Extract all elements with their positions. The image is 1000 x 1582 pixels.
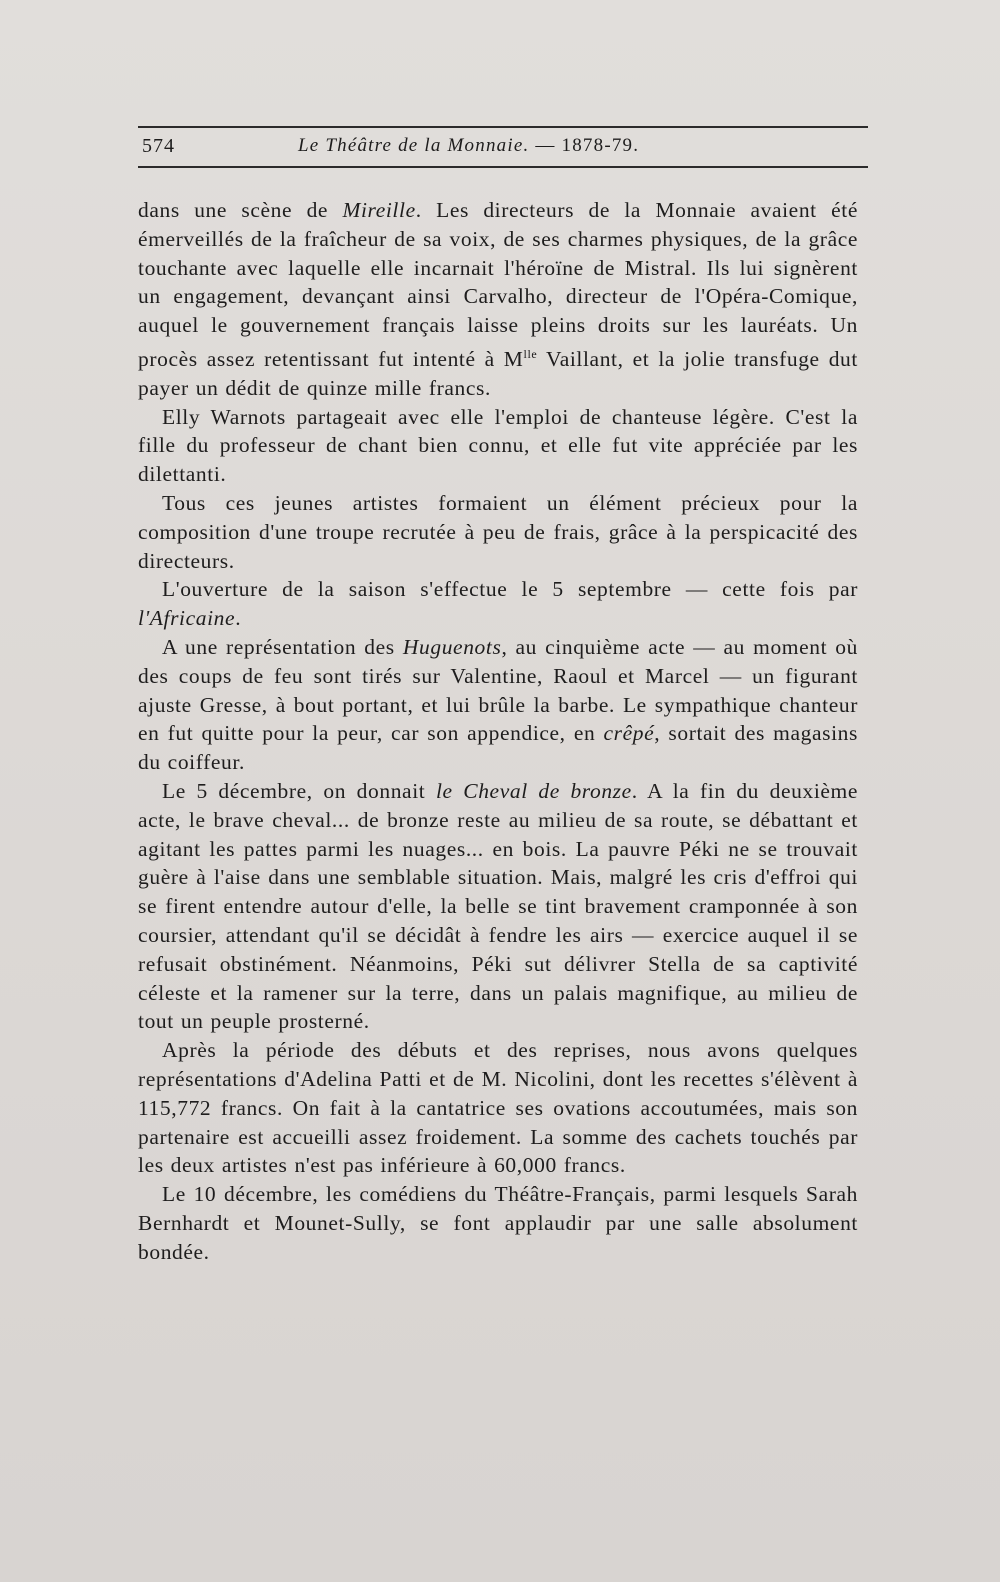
- running-title-year: 1878-79.: [561, 135, 640, 156]
- running-title: [298, 135, 639, 157]
- italic-term: crêpé: [603, 721, 655, 746]
- paragraph: [138, 575, 858, 633]
- text-run: , au cinquième acte — au moment où des coups de feu sont tirés sur Valentine, Raoul et Marcel — un figurant ajuste Gresse, à bout portant, et lui brûle la barbe. Le sympathique chanteur en fut quitte pour la peur, car son appendice, en: [138, 634, 858, 746]
- running-title-separator: —: [535, 135, 556, 156]
- paragraph: Le 10 décembre, les comédiens du Théâtre-Français, parmi lesquels Sarah Bernhardt et Mounet-Sully, se font applaudir par une salle absolument bondée.: [138, 1182, 858, 1264]
- paragraph: Tous ces jeunes artistes formaient un élément précieux pour la composition d'une troupe recrutée à peu de frais, grâce à la perspicacité des directeurs.: [138, 490, 858, 573]
- running-header: [138, 126, 868, 168]
- text-run: .: [235, 606, 242, 631]
- text-run: . Les directeurs de la Monnaie avaient été émerveillés de la fraîcheur de sa voix, de ses charmes physiques, de la grâce touchante avec laquelle elle incarnait l'héroïne de Mistral. Ils lui signèrent un engagement, devançant ainsi Carvalho, directeur de l'Opéra-Comique, auquel le gouvernement français laisse pleins droits sur les lauréats. Un procès assez retentissant fut intenté à M: [138, 198, 858, 371]
- paragraph: [138, 196, 858, 403]
- text-run: A une représentation des: [162, 634, 403, 659]
- opera-title: l'Africaine: [138, 606, 236, 631]
- text-run: L'ouverture de la saison s'effectue le 5 septembre — cette fois par: [162, 577, 858, 602]
- text-run: Le 5 décembre, on donnait: [162, 778, 436, 803]
- text-run: . A la fin du deuxième acte, le brave cheval... de bronze reste au milieu de sa route, se débattant et agitant les pattes parmi les nuages... en bois. La pauvre Péki ne se trouvait guère à l'aise dans une semblable situation. Mais, malgré les cris d'effroi qui se firent entendre autour d'elle, la belle se tint bravement cramponnée à son coursier, attendant qu'il se décidât à fendre les airs — exercice auquel il se refusait obstinément. Néanmoins, Péki sut délivrer Stella de sa captivité céleste et la ramener sur la terre, dans un palais magnifique, au milieu de tout un peuple prosterné.: [138, 778, 858, 1034]
- paragraph: [138, 777, 858, 1036]
- paragraph: [138, 633, 858, 777]
- opera-title: le Cheval de bronze: [435, 778, 632, 803]
- paragraph: Après la période des débuts et des reprises, nous avons quelques représentations d'Adelina Patti et de M. Nicolini, dont les recettes s'élèvent à 115,772 francs. On fait à la cantatrice ses ovations accoutumées, mais son partenaire est accueilli assez froidement. La somme des cachets touchés par les deux artistes n'est pas inférieure à 60,000 francs.: [138, 1038, 858, 1178]
- body-text: [138, 196, 858, 1266]
- text-run: dans une scène de: [138, 198, 343, 222]
- paragraph: Elly Warnots partageait avec elle l'emploi de chanteuse légère. C'est la fille du professeur de chant bien connu, et elle fut vite appréciée par les dilettanti.: [138, 404, 858, 487]
- opera-title: Huguenots: [402, 634, 502, 659]
- running-title-text: Le Théâtre de la Monnaie.: [298, 135, 530, 156]
- superscript: lle: [523, 346, 538, 361]
- text-run: Vaillant, et la jolie transfuge dut payer un dédit de quinze mille francs.: [138, 346, 858, 400]
- page-number: 574: [142, 135, 175, 157]
- text-run: , sortait des magasins du coiffeur.: [138, 721, 858, 775]
- opera-title: Mireille: [342, 198, 416, 222]
